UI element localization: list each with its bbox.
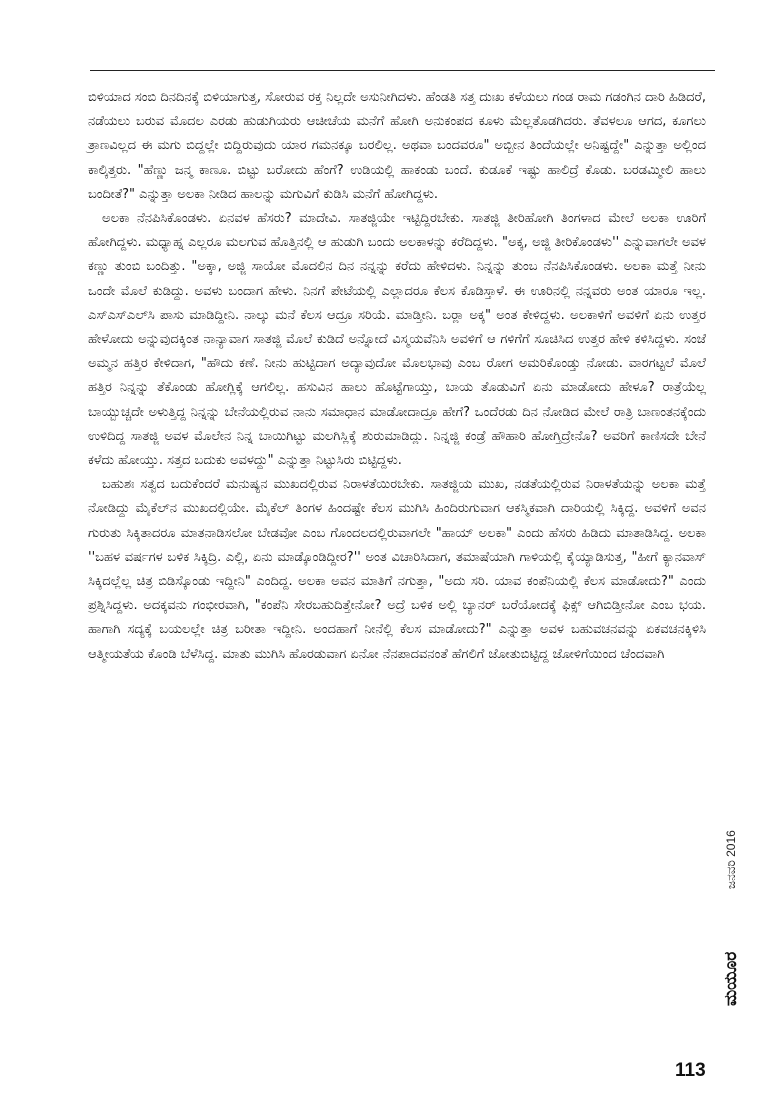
issue-date: ಜನವರಿ 2016 xyxy=(724,830,738,890)
side-running-head xyxy=(720,800,742,1040)
paragraph: ಬಿಳಿಯಾದ ಸಂಬಿ ದಿನದಿನಕ್ಕೆ ಬಿಳಿಯಾಗುತ್ತ, ಸೋರುವ ರಕ್ತ ನಿಲ್ಲದೇ ಅಸುನೀಗಿದಳು. ಹೆಂಡತಿ ಸತ್ತ ದುಃಖ ಕಳೆಯಲು ಗಂಡ ರಾಮ ಗಡಂಗಿನ ದಾರಿ ಹಿಡಿದರೆ, ನಡೆಯಲು ಬರುವ ಮೊದಲ ಎರಡು ಹುಡುಗಿಯರು ಆಚೀಚೆಯ ಮನೆಗೆ ಹೋಗಿ ಅನುಕಂಪದ ಕೂಳು ಮೆಲ್ಲತೊಡಗಿದರು. ತೆವಳಲೂ ಆಗದ, ಕೂಗಲು ತ್ರಾಣವಿಲ್ಲದ ಈ ಮಗು ಬಿದ್ದಲ್ಲೇ ಬಿದ್ದಿರುವುದು ಯಾರ ಗಮನಕ್ಕೂ ಬರಲಿಲ್ಲ. ಅಥವಾ ಬಂದವರೂ" ಅಬ್ಬೀನ ತಿಂದೆಯಲ್ಲೇ ಅನಿಷ್ಟದ್ದೇ" ಎನ್ನುತ್ತಾ ಅಲ್ಲಿಂದ ಕಾಲ್ಕಿತ್ತರು. "ಹೆಣ್ಣು ಜನ್ಮ ಕಾಣೂ. ಬಿಟ್ಟು ಬರೋದು ಹೆಂಗೆ? ಉಡಿಯಲ್ಲಿ ಹಾಕಂಡು ಬಂದೆ. ಕುಡೂಕೆ ಇಷ್ಟು ಹಾಲಿದ್ರೆ ಕೊಡು. ಬರಡಮ್ಮೀಲಿ ಹಾಲು ಬಂದೀತೆ?" ಎನ್ನುತ್ತಾ ಅಲಕಾ ನೀಡಿದ ಹಾಲನ್ನು ಮಗುವಿಗೆ ಕುಡಿಸಿ ಮನೆಗೆ ಹೋಗಿದ್ದಳು. xyxy=(88,90,706,202)
paragraph: ಅಲಕಾ ನೆನಪಿಸಿಕೊಂಡಳು. ಏನವಳ ಹೆಸರು? ಮಾದೇವಿ. ಸಾತಜ್ಜಿಯೇ ಇಟ್ಟಿದ್ದಿರಬೇಕು. ಸಾತಜ್ಜಿ ತೀರಿಹೋಗಿ ತಿಂಗಳಾದ ಮೇಲೆ ಅಲಕಾ ಊರಿಗೆ ಹೋಗಿದ್ದಳು. ಮಧ್ಯಾಹ್ನ ಎಲ್ಲರೂ ಮಲಗುವ ಹೊತ್ತಿನಲ್ಲಿ ಆ ಹುಡುಗಿ ಬಂದು ಅಲಕಾಳನ್ನು ಕರೆದಿದ್ದಳು. "ಅಕ್ಕ, ಅಜ್ಜಿ ತೀರಿಕೊಂಡಳು'' ಎನ್ನುವಾಗಲೇ ಅವಳ ಕಣ್ಣು ತುಂಬಿ ಬಂದಿತ್ತು. "ಅಕ್ಕಾ, ಅಜ್ಜಿ ಸಾಯೋ ಮೊದಲಿನ ದಿನ ನನ್ನನ್ನು ಕರೆದು ಹೇಳಿದಳು. ನಿನ್ನನ್ನು ತುಂಬ ನೆನಪಿಸಿಕೊಂಡಳು. ಅಲಕಾ ಮತ್ತೆ ನೀನು ಒಂದೇ ಮೊಲೆ ಕುಡಿದ್ದು. ಅವಳು ಬಂದಾಗ ಹೇಳು. ನಿನಗೆ ಪೇಟೆಯಲ್ಲಿ ಎಲ್ಲಾದರೂ ಕೆಲಸ ಕೊಡಿಸ್ತಾಳೆ. ಈ ಊರಿನಲ್ಲಿ ನನ್ನವರು ಅಂತ ಯಾರೂ ಇಲ್ಲ. ಎಸ್‌ಎಸ್‌ಎಲ್‌ಸಿ ಪಾಸು ಮಾಡಿದ್ದೀನಿ. ನಾಲ್ಕು ಮನೆ ಕೆಲಸ ಆದ್ರೂ ಸರಿಯೆ. ಮಾಡ್ತೀನಿ. ಬರ್‍ಲಾ ಅಕ್ಕ" ಅಂತ ಕೇಳಿದ್ದಳು. ಅಲಕಾಳಿಗೆ ಅವಳಿಗೆ ಏನು ಉತ್ತರ ಹೇಳೋದು ಅನ್ನುವುದಕ್ಕಿಂತ ನಾನ್ಯಾವಾಗ ಸಾತಜ್ಜಿ ಮೊಲೆ ಕುಡಿದೆ ಅನ್ನೋದೆ ವಿಸ್ಮಯವೆನಿಸಿ ಅವಳಿಗೆ ಆ ಗಳಿಗೆಗೆ ಸೂಚಿಸಿದ ಉತ್ತರ ಹೇಳಿ ಕಳಿಸಿದ್ದಳು. ಸಂಜೆ ಅಮ್ಮನ ಹತ್ತಿರ ಕೇಳಿದಾಗ, "ಹೌದು ಕಣೆ. ನೀನು ಹುಟ್ಟಿದಾಗ ಅದ್ಯಾವುದೋ ಮೊಲಭಾವು ಎಂಬ ರೋಗ ಅಮರಿಕೊಂಡ್ತು ನೋಡು. ವಾರಗಟ್ಟಲೆ ಮೊಲೆ ಹತ್ತಿರ ನಿನ್ನನ್ನು ತೆಕೊಂಡು ಹೋಗ್ಲಿಕ್ಕೆ ಆಗಲಿಲ್ಲ. ಹಸುವಿನ ಹಾಲು ಹೊಟ್ಟೆಗಾಯ್ತು, ಬಾಯ ತೊಡುವಿಗೆ ಏನು ಮಾಡೋದು ಹೇಳೂ? ರಾತ್ರೆಯೆಲ್ಲ ಬಾಯ್ಬುಚ್ಚದೇ ಅಳುತ್ತಿದ್ದ ನಿನ್ನನ್ನು ಬೇನೆಯಲ್ಲಿರುವ ನಾನು ಸಮಾಧಾನ ಮಾಡೋದಾದ್ರೂ ಹೇಗೆ? ಒಂದೆರಡು ದಿನ ನೋಡಿದ ಮೇಲೆ ರಾತ್ರಿ ಬಾಣಂತನಕ್ಕೆಂದು ಉಳಿದಿದ್ದ ಸಾತಜ್ಜಿ ಅವಳ ಮೊಲೇನ ನಿನ್ನ ಬಾಯಿಗಿಟ್ಟು ಮಲಗಿಸ್ಲಿಕ್ಕೆ ಶುರುಮಾಡಿದ್ಲು. ನಿನ್ನಜ್ಜಿ ಕಂಡ್ರೆ ಹೌಹಾರಿ ಹೋಗ್ತಿದ್ರೇನೊ? ಅವರಿಗೆ ಕಾಣಿಸದೇ ಬೇನೆ ಕಳೆದು ಹೋಯ್ತು. ಸತ್ತದ ಬದುಕು ಅವಳದ್ದು" ಎನ್ನುತ್ತಾ ನಿಟ್ಟುಸಿರು ಬಿಟ್ಟಿದ್ದಳು. xyxy=(88,211,706,469)
top-rule xyxy=(90,70,715,71)
page-number: 113 xyxy=(675,1060,706,1081)
paragraph: ಬಹುಶಃ ಸತ್ವದ ಬದುಕೆಂದರೆ ಮನುಷ್ಯನ ಮುಖದಲ್ಲಿರುವ ನಿರಾಳತೆಯಿರಬೇಕು. ಸಾತಜ್ಜಿಯ ಮುಖ, ನಡತೆಯಲ್ಲಿರುವ ನಿರಾಳತೆಯನ್ನು ಅಲಕಾ ಮತ್ತೆ ನೋಡಿದ್ದು ಮೈಕೆಲ್‌ನ ಮುಖದಲ್ಲಿಯೇ. ಮೈಕೆಲ್ ತಿಂಗಳ ಹಿಂದಷ್ಟೇ ಕೆಲಸ ಮುಗಿಸಿ ಹಿಂದಿರುಗುವಾಗ ಆಕಸ್ಮಿಕವಾಗಿ ದಾರಿಯಲ್ಲಿ ಸಿಕ್ಕಿದ್ದ. ಅವಳಿಗೆ ಅವನ ಗುರುತು ಸಿಕ್ಕಿತಾದರೂ ಮಾತನಾಡಿಸಲೋ ಬೇಡವೋ ಎಂಬ ಗೊಂದಲದಲ್ಲಿರುವಾಗಲೇ "ಹಾಯ್ ಅಲಕಾ" ಎಂದು ಹೆಸರು ಹಿಡಿದು ಮಾತಾಡಿಸಿದ್ದ. ಅಲಕಾ ''ಬಹಳ ವರ್ಷಗಳ ಬಳಿಕ ಸಿಕ್ಕಿದ್ರಿ. ಎಲ್ಲಿ, ಏನು ಮಾಡ್ಕೊಂಡಿದ್ದೀರ?'' ಅಂತ ವಿಚಾರಿಸಿದಾಗ, ತಮಾಷೆಯಾಗಿ ಗಾಳಿಯಲ್ಲಿ ಕೈಯ್ಯಾಡಿಸುತ್ತ, "ಹೀಗೆ ಕ್ಯಾನವಾಸ್ ಸಿಕ್ಕಿದಲ್ಲೆಲ್ಲ ಚಿತ್ರ ಬಿಡಿಸ್ಕೊಂಡು ಇದ್ದೀನಿ" ಎಂದಿದ್ದ. ಅಲಕಾ ಅವನ ಮಾತಿಗೆ ನಗುತ್ತಾ, "ಅದು ಸರಿ. ಯಾವ ಕಂಪೆನಿಯಲ್ಲಿ ಕೆಲಸ ಮಾಡೋದು?" ಎಂದು ಪ್ರಶ್ನಿಸಿದ್ದಳು. ಅದಕ್ಕವನು ಗಂಭೀರವಾಗಿ, "ಕಂಪೆನಿ ಸೇರಬಹುದಿತ್ತೇನೋ? ಅದ್ರೆ ಬಳಿಕ ಅಲ್ಲಿ ಬ್ಯಾನರ್ ಬರೆಯೋದಕ್ಕೆ ಫಿಕ್ಸ್ ಆಗಿಬಿಡ್ತೀನೋ ಎಂಬ ಭಯ. ಹಾಗಾಗಿ ಸದ್ಯಕ್ಕೆ ಬಯಲಲ್ಲೇ ಚಿತ್ರ ಬರೀತಾ ಇದ್ದೀನಿ. ಅಂದಹಾಗೆ ನೀನೆಲ್ಲಿ ಕೆಲಸ ಮಾಡೋದು?" ಎನ್ನುತ್ತಾ ಅವಳ ಬಹುವಚನವನ್ನು ಏಕವಚನಕ್ಕಿಳಿಸಿ ಆತ್ಮೀಯತೆಯ ಕೊಂಡಿ ಬೆಳೆಸಿದ್ದ. ಮಾತು ಮುಗಿಸಿ ಹೊರಡುವಾಗ ಏನೋ ನೆನಪಾದವನಂತೆ ಹೆಗಲಿಗೆ ಜೋತುಬಿಟ್ಟಿದ್ದ ಜೋಳಿಗೆಯಿಂದ ಚೆಂದವಾಗಿ xyxy=(88,477,706,662)
article-body xyxy=(88,86,706,667)
magazine-name: ಮಯೂರ xyxy=(721,951,741,1007)
